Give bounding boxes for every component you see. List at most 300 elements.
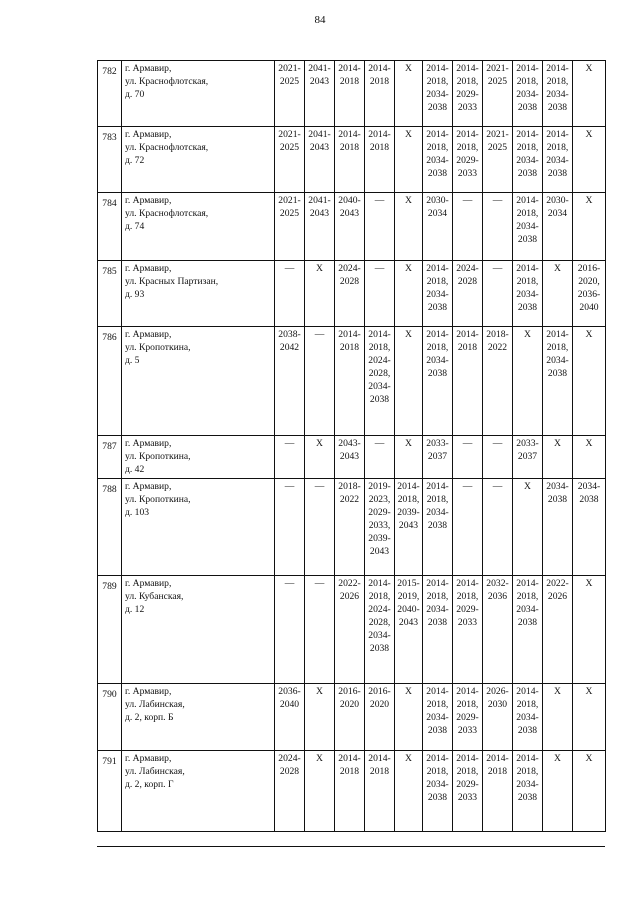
- repair-period-cell: [365, 751, 395, 832]
- period-line: 2043: [369, 546, 390, 557]
- row-number: 782: [98, 61, 122, 127]
- address-cell: [122, 261, 275, 327]
- period-line: X: [405, 195, 412, 206]
- period-line: 2038: [547, 102, 568, 113]
- period-line: 2030-: [426, 195, 449, 206]
- repair-period-cell: [395, 751, 423, 832]
- period-line: 2029-: [456, 712, 479, 723]
- repair-period-cell: [543, 61, 573, 127]
- period-line: 2040: [579, 302, 599, 313]
- period-line: 2014-: [368, 329, 391, 340]
- repair-period-cell: [423, 751, 453, 832]
- period-line: 2021-: [486, 129, 509, 140]
- address-line: ул. Кубанская,: [125, 591, 184, 602]
- period-line: 2037: [517, 451, 538, 462]
- period-line: 2014-: [456, 63, 479, 74]
- repair-period-cell: [513, 479, 543, 576]
- period-line: 2025: [279, 142, 300, 153]
- period-line: 2034-: [577, 481, 601, 492]
- period-line: 2014-: [338, 329, 361, 340]
- period-line: X: [585, 753, 593, 764]
- period-line: 2028: [279, 766, 300, 777]
- period-line: 2034-: [546, 89, 569, 100]
- period-line: 2033: [457, 725, 478, 736]
- period-line: 2020: [369, 699, 390, 710]
- table-row: [98, 684, 606, 751]
- period-line: 2029-: [368, 507, 391, 518]
- repair-period-cell: [483, 61, 513, 127]
- repair-period-cell: [335, 751, 365, 832]
- period-line: —: [462, 195, 473, 206]
- period-line: 2018,: [516, 208, 539, 219]
- period-line: 2023,: [368, 494, 391, 505]
- period-line: 2016-: [577, 263, 601, 274]
- period-line: 2014-: [426, 753, 449, 764]
- period-line: 2029-: [456, 604, 479, 615]
- address-line: д. 93: [125, 289, 145, 300]
- period-line: 2034-: [516, 712, 539, 723]
- period-line: 2038: [427, 725, 448, 736]
- period-line: 2038: [547, 368, 568, 379]
- period-line: 2043-: [338, 438, 361, 449]
- address-line: ул. Лабинская,: [125, 699, 185, 710]
- address-cell: [122, 436, 275, 479]
- address-cell: [122, 193, 275, 261]
- address-line: г. Армавир,: [125, 63, 172, 74]
- period-line: 2034-: [426, 155, 449, 166]
- repair-period-cell: [483, 193, 513, 261]
- period-line: —: [374, 438, 385, 449]
- period-line: X: [554, 753, 561, 764]
- period-line: 2022-: [546, 578, 569, 589]
- period-line: 2029-: [456, 779, 479, 790]
- period-line: 2015-: [397, 578, 420, 589]
- period-line: X: [405, 329, 412, 340]
- period-line: X: [585, 129, 593, 140]
- repair-period-cell: [335, 61, 365, 127]
- period-line: 2024-: [338, 263, 361, 274]
- address-line: д. 42: [125, 464, 145, 475]
- period-line: —: [462, 438, 473, 449]
- period-line: 2024-: [278, 753, 301, 764]
- repair-period-cell: [483, 576, 513, 684]
- repair-period-cell: [335, 576, 365, 684]
- period-line: 2038: [427, 792, 448, 803]
- repair-period-cell: [483, 327, 513, 436]
- repair-period-cell: [305, 576, 335, 684]
- period-line: 2018,: [426, 142, 449, 153]
- address-cell: [122, 127, 275, 193]
- period-line: 2018-: [486, 329, 509, 340]
- period-line: 2033: [457, 792, 478, 803]
- period-line: 2038: [517, 792, 538, 803]
- period-line: 2032-: [486, 578, 509, 589]
- repair-period-cell: [395, 436, 423, 479]
- repair-period-cell: [335, 261, 365, 327]
- period-line: 2038: [579, 494, 599, 505]
- period-line: 2014-: [456, 686, 479, 697]
- period-line: X: [554, 438, 561, 449]
- period-line: X: [524, 329, 531, 340]
- period-line: 2043: [339, 451, 360, 462]
- repair-period-cell: [513, 576, 543, 684]
- period-line: 2043: [309, 142, 330, 153]
- table-row: [98, 479, 606, 576]
- repair-period-cell: [483, 684, 513, 751]
- repair-period-cell: [513, 436, 543, 479]
- period-line: 2038: [517, 725, 538, 736]
- period-line: 2038: [369, 643, 390, 654]
- period-line: 2034-: [516, 89, 539, 100]
- period-line: 2025: [487, 76, 508, 87]
- address-line: г. Армавир,: [125, 129, 172, 140]
- repair-period-cell: [335, 127, 365, 193]
- period-line: 2020,: [578, 276, 600, 287]
- period-line: 2018,: [546, 142, 569, 153]
- period-line: X: [524, 481, 531, 492]
- repair-period-cell: [305, 751, 335, 832]
- repair-period-cell: [543, 684, 573, 751]
- repair-period-cell: [365, 436, 395, 479]
- repair-period-cell: [513, 193, 543, 261]
- repair-period-cell: [335, 684, 365, 751]
- period-line: 2018,: [546, 342, 569, 353]
- period-line: 2034-: [516, 779, 539, 790]
- period-line: 2018,: [456, 76, 479, 87]
- repair-period-cell: [453, 327, 483, 436]
- row-number: 786: [98, 327, 122, 436]
- period-line: 2022: [339, 494, 360, 505]
- period-line: 2014-: [516, 753, 539, 764]
- table-row: [98, 193, 606, 261]
- period-line: 2018,: [516, 142, 539, 153]
- period-line: 2028: [457, 276, 478, 287]
- period-line: X: [405, 263, 412, 274]
- period-line: 2018,: [456, 699, 479, 710]
- period-line: 2028,: [368, 617, 391, 628]
- repair-period-cell: [573, 436, 606, 479]
- table-row: [98, 327, 606, 436]
- period-line: 2039-: [397, 507, 420, 518]
- period-line: 2025: [487, 142, 508, 153]
- period-line: 2014-: [546, 329, 569, 340]
- period-line: X: [405, 686, 412, 697]
- period-line: 2014-: [338, 129, 361, 140]
- period-line: X: [585, 438, 593, 449]
- repair-period-cell: [335, 327, 365, 436]
- period-line: X: [585, 686, 593, 697]
- repair-period-cell: [513, 61, 543, 127]
- address-line: д. 5: [125, 355, 140, 366]
- capital-repair-schedule-table: [97, 60, 606, 832]
- repair-period-cell: [483, 261, 513, 327]
- period-line: —: [284, 438, 295, 449]
- period-line: 2021-: [278, 129, 301, 140]
- address-cell: [122, 751, 275, 832]
- period-line: 2033: [457, 617, 478, 628]
- repair-period-cell: [305, 436, 335, 479]
- period-line: 2025: [279, 76, 300, 87]
- repair-period-cell: [275, 751, 305, 832]
- repair-period-cell: [573, 193, 606, 261]
- repair-period-cell: [543, 576, 573, 684]
- period-line: 2028: [339, 276, 360, 287]
- period-line: 2041-: [308, 195, 331, 206]
- period-line: 2018,: [516, 699, 539, 710]
- period-line: 2014-: [516, 195, 539, 206]
- repair-period-cell: [275, 576, 305, 684]
- period-line: 2018,: [516, 591, 539, 602]
- repair-period-cell: [453, 479, 483, 576]
- period-line: —: [492, 263, 503, 274]
- row-number: 787: [98, 436, 122, 479]
- period-line: X: [554, 686, 561, 697]
- period-line: 2034-: [426, 507, 449, 518]
- period-line: 2042: [279, 342, 300, 353]
- period-line: 2014-: [426, 686, 449, 697]
- period-line: 2040-: [338, 195, 361, 206]
- period-line: 2014-: [546, 63, 569, 74]
- address-line: д. 12: [125, 604, 145, 615]
- period-line: 2021-: [486, 63, 509, 74]
- repair-period-cell: [483, 751, 513, 832]
- repair-period-cell: [543, 751, 573, 832]
- repair-period-cell: [513, 327, 543, 436]
- address-line: г. Армавир,: [125, 686, 172, 697]
- address-line: г. Армавир,: [125, 481, 172, 492]
- period-line: X: [405, 63, 412, 74]
- period-line: 2034-: [546, 481, 569, 492]
- repair-period-cell: [395, 327, 423, 436]
- period-line: 2018,: [426, 276, 449, 287]
- repair-period-cell: [453, 751, 483, 832]
- period-line: 2014-: [426, 578, 449, 589]
- repair-period-cell: [365, 61, 395, 127]
- period-line: 2014-: [426, 63, 449, 74]
- repair-period-cell: [423, 436, 453, 479]
- repair-period-cell: [423, 193, 453, 261]
- table-row: [98, 127, 606, 193]
- period-line: 2014-: [456, 753, 479, 764]
- period-line: —: [314, 329, 325, 340]
- address-line: г. Армавир,: [125, 753, 172, 764]
- repair-period-cell: [453, 436, 483, 479]
- period-line: 2018: [339, 766, 360, 777]
- repair-period-cell: [275, 193, 305, 261]
- period-line: 2034-: [426, 355, 449, 366]
- period-line: 2019-: [368, 481, 391, 492]
- period-line: X: [554, 263, 561, 274]
- period-line: 2014-: [426, 329, 449, 340]
- period-line: 2034-: [426, 89, 449, 100]
- repair-period-cell: [305, 327, 335, 436]
- row-number: 783: [98, 127, 122, 193]
- repair-period-cell: [543, 193, 573, 261]
- period-line: 2018: [369, 142, 390, 153]
- period-line: 2018: [369, 76, 390, 87]
- repair-period-cell: [573, 576, 606, 684]
- period-line: 2037: [427, 451, 448, 462]
- repair-period-cell: [573, 327, 606, 436]
- repair-period-cell: [483, 127, 513, 193]
- period-line: X: [316, 263, 323, 274]
- period-line: 2033: [457, 102, 478, 113]
- repair-period-cell: [483, 479, 513, 576]
- repair-period-cell: [275, 327, 305, 436]
- period-line: 2038: [427, 302, 448, 313]
- period-line: 2018,: [426, 699, 449, 710]
- repair-period-cell: [305, 684, 335, 751]
- period-line: X: [585, 63, 593, 74]
- repair-period-cell: [573, 751, 606, 832]
- period-line: 2014-: [368, 63, 391, 74]
- repair-period-cell: [335, 479, 365, 576]
- row-number: 784: [98, 193, 122, 261]
- period-line: 2038: [427, 617, 448, 628]
- table-row: [98, 576, 606, 684]
- repair-period-cell: [395, 61, 423, 127]
- period-line: —: [284, 263, 295, 274]
- page-bottom-border: [97, 846, 605, 847]
- repair-period-cell: [513, 751, 543, 832]
- repair-period-cell: [423, 61, 453, 127]
- repair-period-cell: [573, 479, 606, 576]
- address-line: г. Армавир,: [125, 578, 172, 589]
- period-line: 2018,: [426, 591, 449, 602]
- repair-period-cell: [543, 327, 573, 436]
- period-line: —: [462, 481, 473, 492]
- period-line: 2040: [279, 699, 300, 710]
- period-line: 2022-: [338, 578, 361, 589]
- period-line: 2043: [398, 520, 419, 531]
- address-cell: [122, 479, 275, 576]
- table-row: [98, 436, 606, 479]
- address-line: д. 72: [125, 155, 145, 166]
- period-line: 2014-: [426, 481, 449, 492]
- period-line: 2018,: [516, 276, 539, 287]
- period-line: 2024-: [368, 604, 391, 615]
- period-line: 2018: [339, 142, 360, 153]
- repair-period-cell: [543, 436, 573, 479]
- period-line: 2028,: [368, 368, 391, 379]
- period-line: 2043: [339, 208, 360, 219]
- repair-period-cell: [365, 193, 395, 261]
- address-cell: [122, 576, 275, 684]
- period-line: 2038: [427, 520, 448, 531]
- repair-period-cell: [513, 684, 543, 751]
- period-line: 2021-: [278, 195, 301, 206]
- repair-period-cell: [573, 261, 606, 327]
- period-line: X: [316, 438, 323, 449]
- period-line: 2018,: [426, 76, 449, 87]
- repair-period-cell: [275, 61, 305, 127]
- period-line: 2034-: [546, 355, 569, 366]
- period-line: 2014-: [546, 129, 569, 140]
- period-line: 2038: [517, 102, 538, 113]
- repair-period-cell: [305, 127, 335, 193]
- period-line: 2018,: [546, 76, 569, 87]
- period-line: 2026: [339, 591, 360, 602]
- period-line: 2026: [547, 591, 568, 602]
- period-line: 2025: [279, 208, 300, 219]
- period-line: 2018,: [516, 766, 539, 777]
- period-line: 2016-: [338, 686, 361, 697]
- period-line: 2014-: [426, 263, 449, 274]
- repair-period-cell: [365, 127, 395, 193]
- period-line: 2014-: [516, 63, 539, 74]
- address-line: г. Армавир,: [125, 195, 172, 206]
- period-line: 2030-: [546, 195, 569, 206]
- period-line: 2018,: [426, 342, 449, 353]
- repair-period-cell: [423, 261, 453, 327]
- period-line: X: [405, 438, 412, 449]
- table-row: [98, 61, 606, 127]
- repair-period-cell: [395, 127, 423, 193]
- period-line: 2014-: [516, 686, 539, 697]
- address-line: ул. Красных Партизан,: [125, 276, 219, 287]
- period-line: 2014-: [516, 578, 539, 589]
- period-line: 2034-: [516, 221, 539, 232]
- repair-period-cell: [423, 327, 453, 436]
- period-line: 2018-: [338, 481, 361, 492]
- repair-period-cell: [453, 193, 483, 261]
- address-line: ул. Краснофлотская,: [125, 76, 209, 87]
- repair-period-cell: [395, 684, 423, 751]
- repair-period-cell: [365, 576, 395, 684]
- period-line: 2018,: [516, 76, 539, 87]
- address-line: ул. Кропоткина,: [125, 451, 191, 462]
- repair-period-cell: [543, 479, 573, 576]
- period-line: 2034: [427, 208, 448, 219]
- repair-period-cell: [305, 61, 335, 127]
- period-line: 2018,: [456, 766, 479, 777]
- period-line: 2030: [487, 699, 508, 710]
- period-line: 2014-: [456, 329, 479, 340]
- repair-period-cell: [453, 61, 483, 127]
- repair-period-cell: [395, 576, 423, 684]
- period-line: 2034: [547, 208, 568, 219]
- period-line: 2018: [339, 76, 360, 87]
- period-line: 2038: [517, 168, 538, 179]
- address-line: ул. Кропоткина,: [125, 494, 191, 505]
- period-line: 2018,: [456, 142, 479, 153]
- repair-period-cell: [365, 327, 395, 436]
- period-line: —: [314, 481, 325, 492]
- period-line: 2038: [517, 617, 538, 628]
- address-line: г. Армавир,: [125, 438, 172, 449]
- repair-period-cell: [423, 479, 453, 576]
- period-line: —: [374, 263, 385, 274]
- period-line: 2034-: [426, 712, 449, 723]
- period-line: 2043: [309, 76, 330, 87]
- period-line: 2014-: [368, 578, 391, 589]
- period-line: 2034-: [426, 779, 449, 790]
- period-line: 2038: [427, 368, 448, 379]
- repair-period-cell: [573, 684, 606, 751]
- period-line: 2014-: [338, 63, 361, 74]
- address-line: г. Армавир,: [125, 329, 172, 340]
- period-line: 2039-: [368, 533, 391, 544]
- period-line: —: [492, 438, 503, 449]
- repair-period-cell: [335, 193, 365, 261]
- period-line: —: [492, 195, 503, 206]
- period-line: 2018: [457, 342, 478, 353]
- repair-period-cell: [395, 261, 423, 327]
- period-line: 2034-: [368, 381, 391, 392]
- period-line: 2018: [369, 766, 390, 777]
- row-number: 785: [98, 261, 122, 327]
- repair-period-cell: [305, 261, 335, 327]
